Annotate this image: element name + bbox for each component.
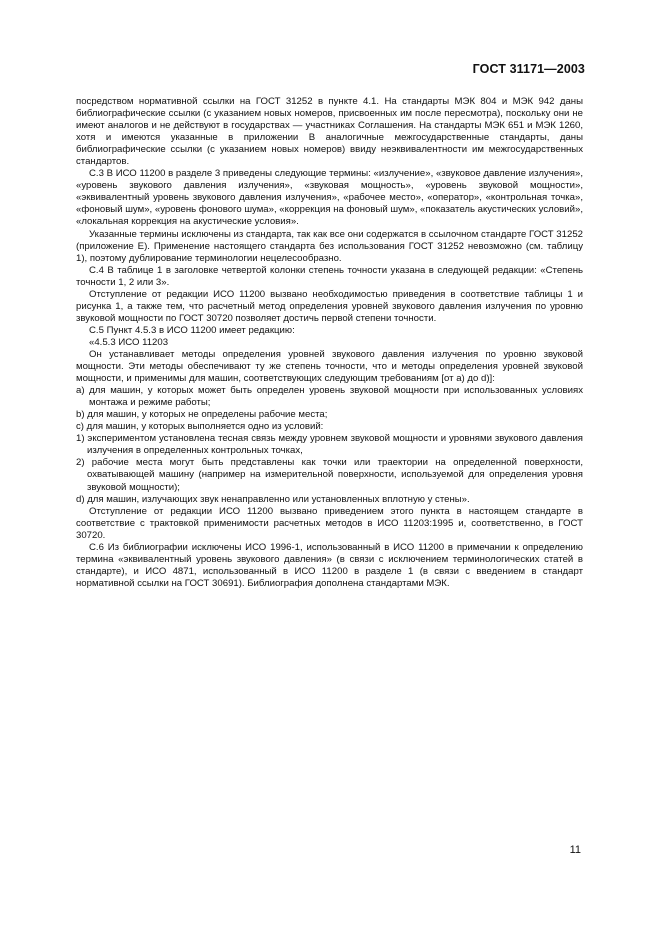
sub-item-1: 1) экспериментом установлена тесная связь между уровнем звуковой мощности и уровнями звукового давления излучения в определенных контрольных точках, [76,433,583,457]
list-item-a: a) для машин, у которых может быть определен уровень звуковой мощности при использованных условиях монтажа и режиме работы; [76,385,583,409]
list-item-b: b) для машин, у которых не определены рабочие места; [76,409,328,421]
sub-item-2: 2) рабочие места могут быть представлены как точки или траектории на определенной поверхности, охватывающей машину (например на измерительной поверхности, используемой для определения уровня звуковой мощности); [76,457,583,493]
paragraph-c5: С.5 Пункт 4.5.3 в ИСО 11200 имеет редакцию: [89,324,295,336]
paragraph-terms-excluded: Указанные термины исключены из стандарта, так как все они содержатся в ссылочном стандарте ГОСТ 31252 (приложение Е). Применение настоящего стандарта без использования ГОСТ 31252 невозможно (см. таблицу 1), поэтому дублирование терминологии нецелесообразно. [76,228,583,264]
list-item-d: d) для машин, излучающих звук ненаправленно или установленных вплотную у стены». [76,493,470,505]
paragraph-c6: С.6 Из библиографии исключены ИСО 1996-1, использованный в ИСО 11200 в примечании к определению термина «эквивалентный уровень звукового давления» (в связи с исключением терминологических статей в стандарте), и ИСО 4871, использованный в ИСО 11200 в разделе 1 (в связи с введением в стандарт нормативной ссылки на ГОСТ 30691). Библиография дополнена стандартами МЭК. [76,541,583,589]
paragraph-c4: С.4 В таблице 1 в заголовке четвертой колонки степень точности указана в следующей редакции: «Степень точности 1, 2 или 3». [76,264,583,288]
page-number: 11 [569,844,581,856]
list-item-c: c) для машин, у которых выполняется одно из условий: [76,421,324,433]
document-body [76,96,583,590]
paragraph-deviation-clause: Отступление от редакции ИСО 11200 вызвано приведением этого пункта в настоящем стандарте в соответствие с трактовкой применимости расчетных методов в ИСО 11203:1995 и, соответственно, в ГОСТ 30720. [76,505,583,541]
quote-heading: «4.5.3 ИСО 11203 [89,336,169,348]
paragraph-continuation: посредством нормативной ссылки на ГОСТ 31252 в пункте 4.1. На стандарты МЭК 804 и МЭК 942 даны библиографические ссылки (с указанием новых номеров, присвоенных им после пересмотра), поскольку они не имеют аналогов и не действуют в государствах — участниках Соглашения. На стандарты МЭК 651 и МЭК 1260, хотя и имеются указанные в приложении В аналогичные межгосударственные стандарты, даны библиографические ссылки (с указанием новых номеров) ввиду неэквивалентности им межгосударственных стандартов. [76,96,583,168]
paragraph-c3: С.3 В ИСО 11200 в разделе 3 приведены следующие термины: «излучение», «звуковое давление излучения», «уровень звукового давления излучения», «звуковая мощность», «уровень звуковой мощности», «эквивалентный уровень звукового давления излучения», «рабочее место», «оператор», «контрольная точка», «фоновый шум», «уровень фонового шума», «коррекция на фоновый шум», «показатель акустических условий», «локальная коррекция на акустические условия». [76,168,583,228]
quote-paragraph: Он устанавливает методы определения уровней звукового давления излучения по уровню звуковой мощности. Эти методы обеспечивают ту же степень точности, что и методы определения уровней звуковой мощности, и применимы для машин, соответствующих следующим требованиям [от а) до d)]: [76,348,583,385]
paragraph-deviation-table: Отступление от редакции ИСО 11200 вызвано необходимостью приведения в соответствие таблицы 1 и рисунка 1, а также тем, что расчетный метод определения уровней звукового давления излучения по уровню звуковой мощности по ГОСТ 30720 позволяет достичь первой степени точности. [76,288,583,324]
document-code-header: ГОСТ 31171—2003 [472,62,585,76]
